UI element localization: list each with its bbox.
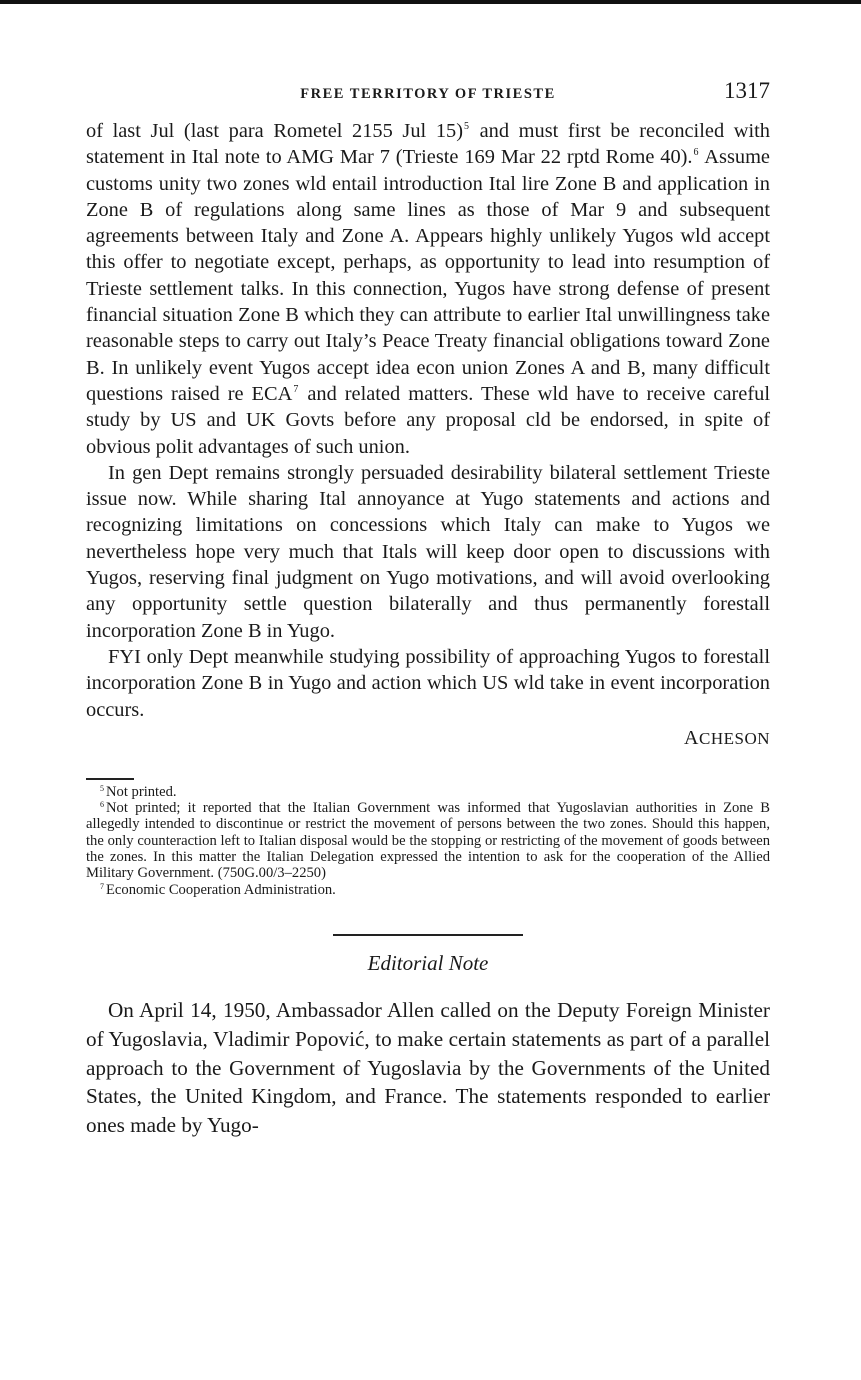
footnote-ref-7: 7 (293, 383, 299, 395)
footnote-mark: 6 (100, 800, 104, 810)
running-head (86, 76, 770, 110)
text-run: Assume customs unity two zones wld entail introduction Ital lire Zone B and application in Zone B of regulations along same lines as those of Mar 9 and subsequent agreements between Italy and Zone A. Appears highly unlikely Yugos wld accept this offer to negotiate except, perhaps, as opportunity to lead into resumption of Trieste settlement talks. In this connection, Yugos have strong defense of present financial situation Zone B which they can attribute to earlier Ital unwillingness take reasonable steps to carry out Italy’s Peace Treaty financial obligations toward Zone B. In unlikely event Yugos accept idea econ union Zones A and B, many difficult questions raised re ECA (86, 146, 770, 405)
section-divider (333, 934, 523, 936)
text-run: and related matters. These wld have to receive careful study by US and UK Govts before any proposal cld be endorsed, in spite of obvious polit advantages of such union. (86, 382, 770, 458)
top-border (0, 0, 861, 4)
document-page (86, 76, 770, 1140)
footnote-text: Not printed. (106, 783, 177, 800)
footnote-text: Not printed; it reported that the Italian Government was informed that Yugoslavian authorities in Zone B allegedly intended to discontinue or restrict the movement of persons between the two zones. Should this happen, the only counteraction left to Italian disposal would be the stopping or restricting of the movement of goods between the zones. In this matter the Italian Delegation expressed the intention to ask for the cooperation of the Allied Military Government. (750G.00/3–2250) (86, 800, 770, 882)
footnote-divider (86, 778, 134, 780)
footnote-mark: 5 (100, 783, 104, 793)
running-title: FREE TERRITORY OF TRIESTE (300, 86, 556, 102)
telegram-body (86, 118, 770, 750)
editorial-note-title: Editorial Note (367, 950, 489, 975)
footnote-5 (86, 784, 770, 800)
footnote-mark: 7 (100, 881, 104, 891)
footnote-7 (86, 882, 770, 898)
text-run: and must first be reconciled with statement in Ital note to AMG Mar 7 (Trieste 169 Mar 22 rptd Rome 40). (86, 120, 770, 169)
editorial-note-text: On April 14, 1950, Ambassador Allen called on the Deputy Foreign Minister of Yugoslavia, Vladimir Popović, to make certain statements as part of a parallel approach to the Government of Yugoslavia by the Governments of the United States, the United Kingdom, and France. The statements responded to earlier ones made by Yugo- (86, 997, 770, 1138)
footnote-ref-5: 5 (464, 121, 469, 132)
text-run: of last Jul (last para Rometel 2155 Jul 15) (86, 120, 463, 142)
signature-rest: CHESON (698, 728, 770, 748)
footnote-text: Economic Cooperation Administration. (106, 881, 336, 898)
paragraph-1 (86, 118, 770, 460)
footnotes (86, 784, 770, 898)
editorial-note (86, 996, 770, 1140)
footnote-ref-6: 6 (693, 147, 699, 159)
footnote-6 (86, 800, 770, 881)
page-number: 1317 (724, 78, 770, 103)
paragraph-2: In gen Dept remains strongly persuaded desirability bilateral settlement Trieste issue now. While sharing Ital annoyance at Yugo statements and actions and recognizing limitations on concessions which Italy can make to Yugos we nevertheless hope very much that Itals will keep door open to discussions with Yugos, reserving final judgment on Yugo motivations, and will avoid overlooking any opportunity settle question bilaterally and thus permanently forestall incorporation Zone B in Yugo. (86, 461, 770, 642)
paragraph-3: FYI only Dept meanwhile studying possibility of approaching Yugos to forestall incorporation Zone B in Yugo and action which US wld take in event incorporation occurs. (86, 645, 770, 721)
signature-initial: A (684, 726, 699, 749)
signature (86, 727, 770, 750)
